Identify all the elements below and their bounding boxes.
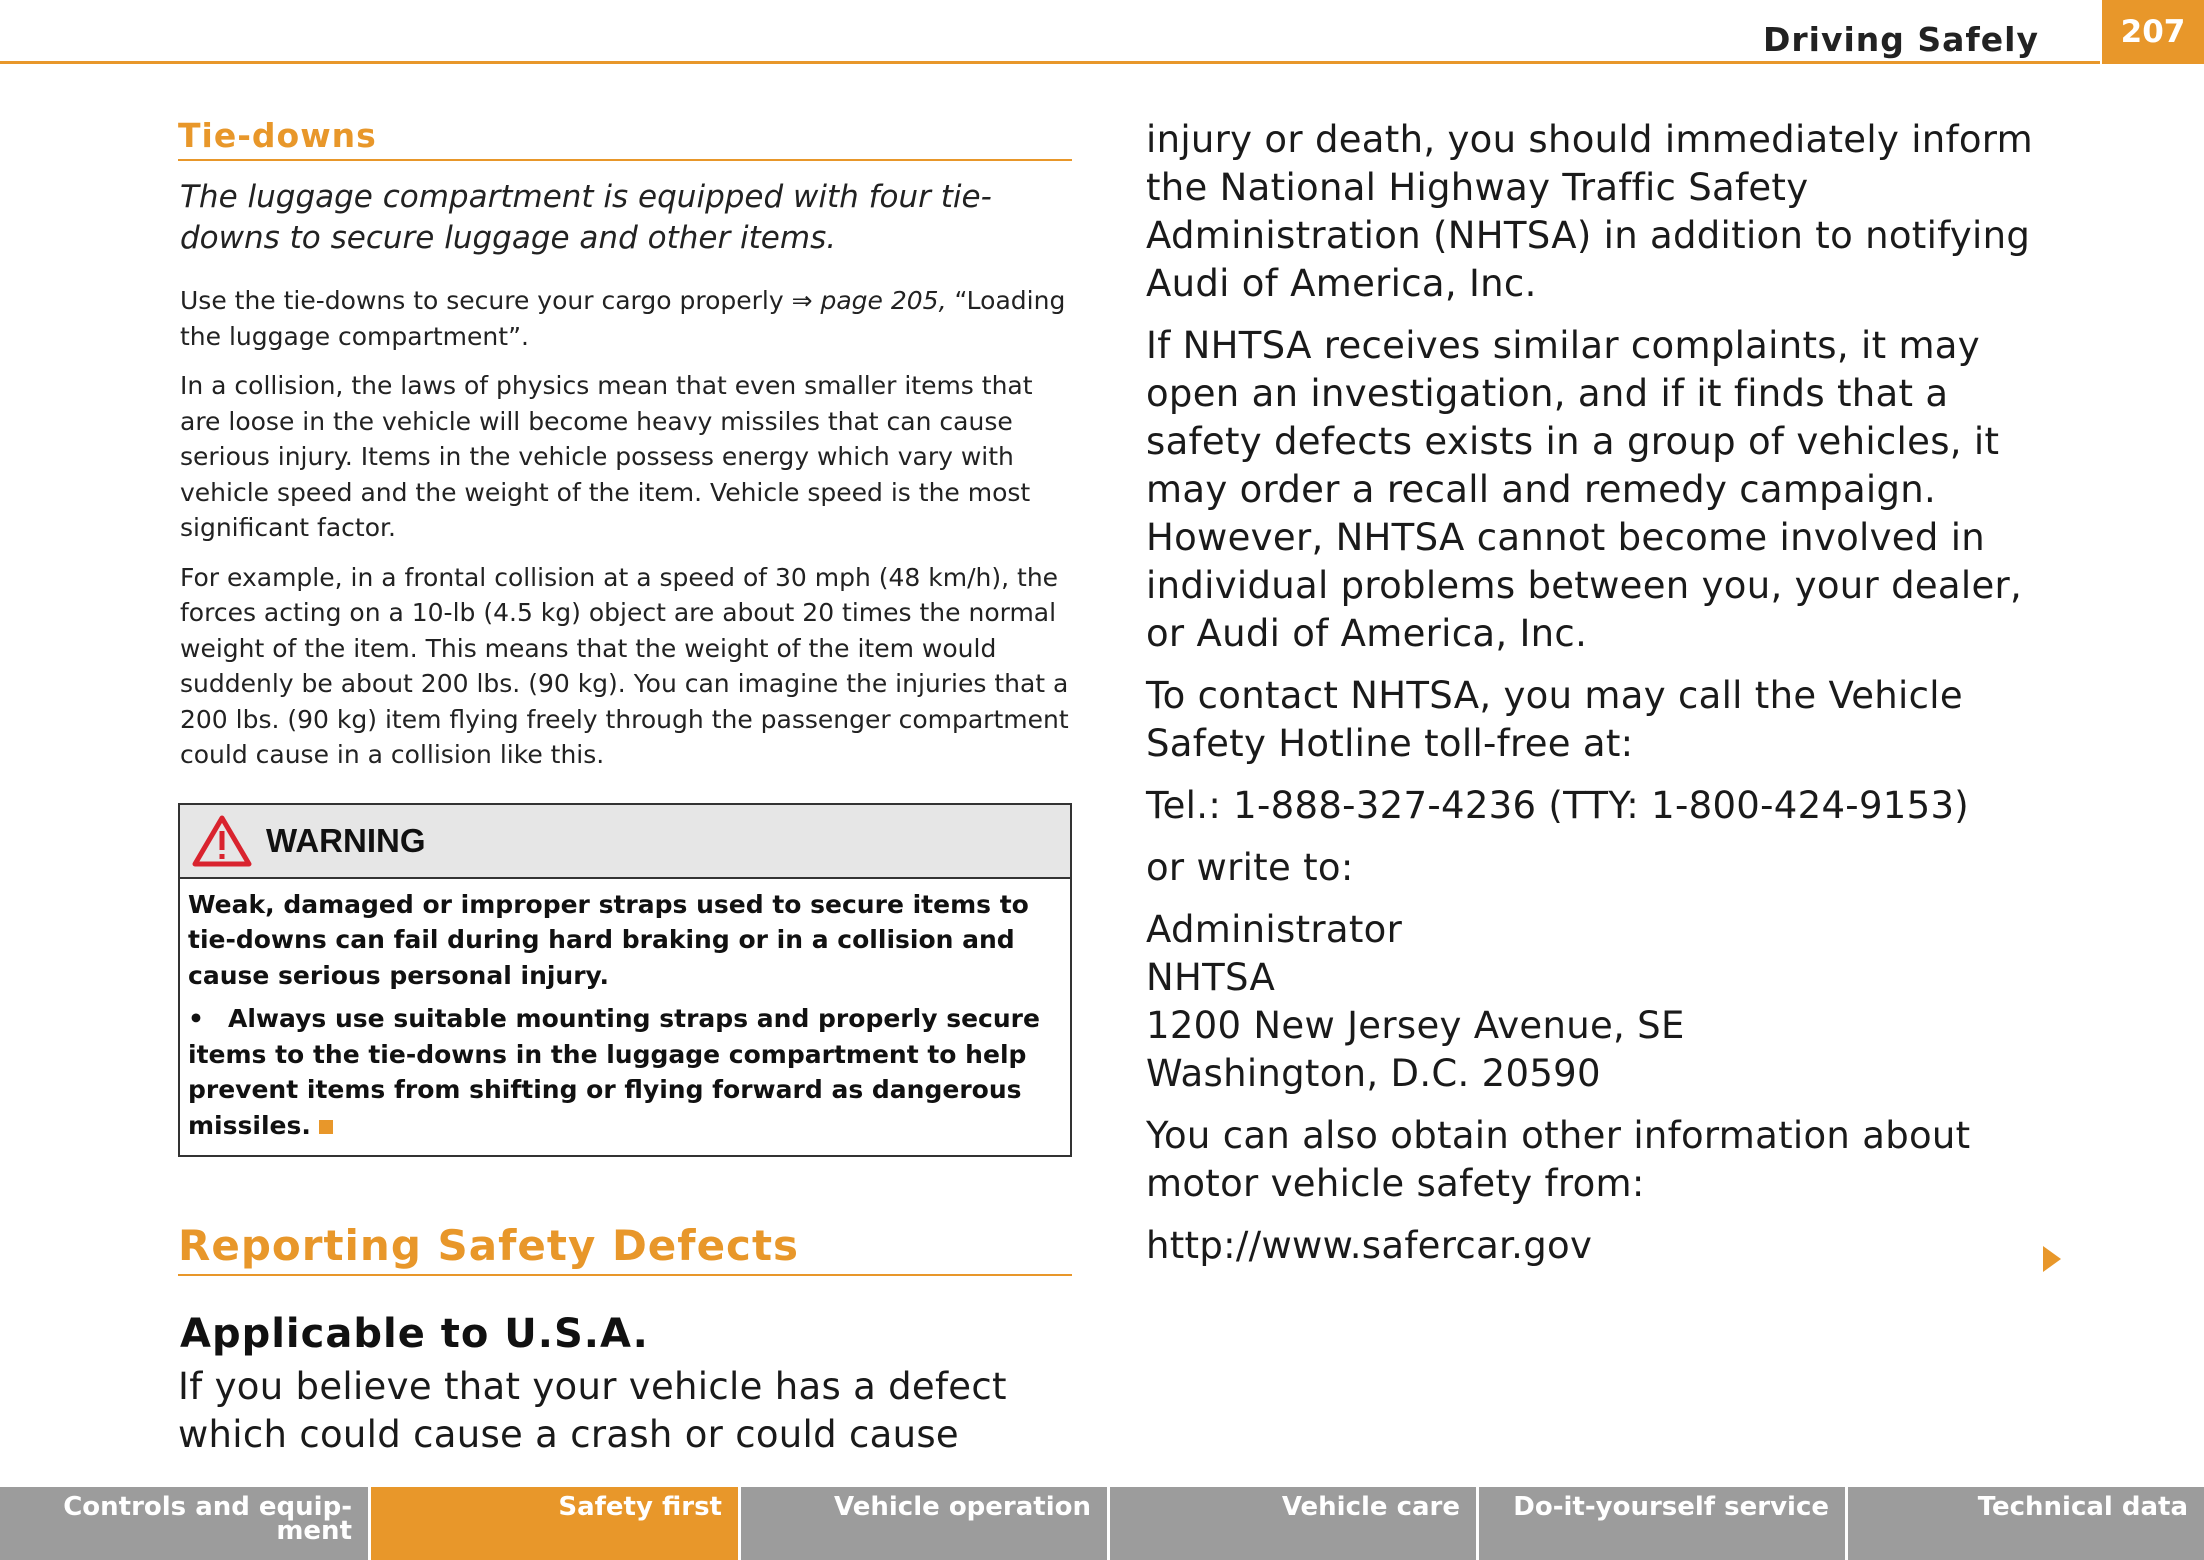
tab-technical-data[interactable]: Technical data bbox=[1848, 1487, 2204, 1560]
right-column bbox=[1146, 116, 2046, 1270]
warning-header bbox=[180, 805, 1070, 879]
reporting-heading: Reporting Safety Defects bbox=[178, 1221, 1072, 1276]
address-line: Washington, D.C. 20590 bbox=[1146, 1052, 1601, 1095]
tiedowns-paragraph-2: In a collision, the laws of physics mean that even smaller items that are loose in the vehicle will become heavy missiles that can cause serious injury. Items in the vehicle possess energy which vary with vehicle speed and the weight of the item. Vehicle speed is the most significant factor. bbox=[180, 371, 1033, 542]
tab-controls-and-equipment[interactable]: Controls and equip-ment bbox=[0, 1487, 368, 1560]
header-rule bbox=[0, 61, 2100, 64]
write-to-line: or write to: bbox=[1146, 846, 1354, 889]
telephone-line: Tel.: 1-888-327-4236 (TTY: 1-800-424-9153) bbox=[1146, 784, 1970, 827]
tab-vehicle-care[interactable]: Vehicle care bbox=[1110, 1487, 1476, 1560]
warning-bullet-text: Always use suitable mounting straps and properly secure items to the tie-downs in the luggage compartment to help prevent items from shifting or flying forward as dangerous missiles. bbox=[188, 1004, 1040, 1140]
right-paragraph-4: You can also obtain other information about motor vehicle safety from: bbox=[1146, 1114, 1971, 1205]
warning-box bbox=[178, 803, 1072, 1158]
safercar-url[interactable]: http://www.safercar.gov bbox=[1146, 1224, 1593, 1267]
tiedowns-paragraph-1 bbox=[180, 283, 1072, 354]
tab-vehicle-operation[interactable]: Vehicle operation bbox=[741, 1487, 1107, 1560]
footer-nav bbox=[0, 1487, 2204, 1560]
right-paragraph-1: injury or death, you should immediately inform the National Highway Traffic Safety Administration (NHTSA) in addition to notifying Audi of America, Inc. bbox=[1146, 118, 2034, 305]
address-line: 1200 New Jersey Avenue, SE bbox=[1146, 1004, 1685, 1047]
end-square-icon bbox=[319, 1120, 333, 1134]
chapter-title: Driving Safely bbox=[1762, 20, 2039, 59]
address-block bbox=[1146, 906, 2046, 1098]
left-column bbox=[178, 116, 1072, 1473]
paragraph-text: Use the tie-downs to secure your cargo properly ⇒ bbox=[180, 286, 821, 315]
tiedowns-paragraph-3: For example, in a frontal collision at a speed of 30 mph (48 km/h), the forces acting on a 10-lb (4.5 kg) object are about 20 times the normal weight of the item. This means that the weight of the item would suddenly be about 200 lbs. (90 kg). You can imagine the injuries that a 200 lbs. (90 kg) item flying freely through the passenger compartment could cause in a collision like this. bbox=[180, 562, 1069, 769]
tiedowns-heading: Tie-downs bbox=[178, 116, 1072, 161]
right-paragraph-2: If NHTSA receives similar complaints, it may open an investigation, and if it finds that a safety defects exists in a group of vehicles, it may order a recall and remedy campaign. However, NHTSA cannot become involved in individual problems between you, your dealer, or Audi of America, Inc. bbox=[1146, 324, 2023, 655]
applicable-text: If you believe that your vehicle has a defect which could cause a crash or could cause bbox=[178, 1364, 1007, 1456]
warning-bullet bbox=[188, 1001, 1060, 1143]
tab-do-it-yourself-service[interactable]: Do-it-yourself service bbox=[1479, 1487, 1845, 1560]
applicable-heading: Applicable to U.S.A. bbox=[180, 1310, 649, 1357]
tiedowns-intro: The luggage compartment is equipped with four tie-downs to secure luggage and other items. bbox=[180, 179, 992, 256]
address-line: NHTSA bbox=[1146, 956, 1276, 999]
address-line: Administrator bbox=[1146, 908, 1403, 951]
tab-safety-first[interactable]: Safety first bbox=[371, 1487, 738, 1560]
warning-title: WARNING bbox=[266, 821, 426, 859]
continue-arrow-icon bbox=[2043, 1246, 2061, 1272]
bullet-icon: • bbox=[188, 1004, 204, 1033]
page-number: 207 bbox=[2102, 0, 2204, 64]
paragraph-text: “Loading the luggage compartment”. bbox=[180, 286, 1066, 351]
right-paragraph-3: To contact NHTSA, you may call the Vehicle Safety Hotline toll-free at: bbox=[1146, 674, 1963, 765]
page-reference-link[interactable]: page 205, bbox=[820, 286, 947, 315]
warning-body bbox=[180, 879, 1070, 1156]
warning-text: Weak, damaged or improper straps used to secure items to tie-downs can fail during hard braking or in a collision and cause serious personal injury. bbox=[188, 889, 1029, 990]
warning-triangle-icon bbox=[192, 814, 252, 868]
